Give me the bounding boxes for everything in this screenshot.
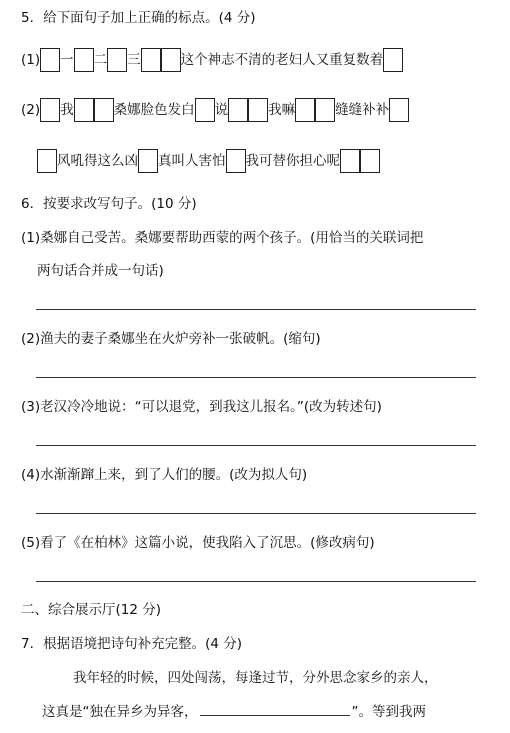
answer-box[interactable] (226, 149, 246, 173)
answer-box[interactable] (389, 98, 409, 122)
sentence-segment: 缝缝补补 (335, 102, 390, 118)
answer-line[interactable] (36, 581, 476, 582)
sentence-segment: 三 (127, 52, 141, 68)
answer-line[interactable] (36, 513, 476, 514)
answer-box[interactable] (40, 98, 60, 122)
sentence-segment: 真叫人害怕 (158, 153, 226, 169)
q5-line-1 (21, 48, 403, 72)
sentence-segment: 一 (60, 52, 74, 68)
q6-title: 6．按要求改写句子。(10 分) (21, 196, 197, 212)
answer-box[interactable] (74, 48, 94, 72)
paragraph-segment: ”。等到我两 (351, 704, 426, 720)
answer-box[interactable] (141, 48, 161, 72)
answer-box[interactable] (94, 98, 114, 122)
q6-item-4: (4)水渐渐蹿上来，到了人们的腰。(改为拟人句) (21, 467, 308, 483)
sentence-segment: 我可替你担心呢 (245, 153, 340, 169)
q5-line-3 (37, 149, 380, 173)
answer-box[interactable] (107, 48, 127, 72)
q6-item-1-continued: 两句话合并成一句话) (37, 263, 164, 279)
answer-box[interactable] (40, 48, 60, 72)
q6-item-3: (3)老汉冷冷地说：“可以退党，到我这儿报名。”(改为转述句) (21, 399, 382, 415)
section-2-title: 二、综合展示厅(12 分) (21, 602, 162, 618)
item-number: (1) (21, 52, 41, 68)
answer-box[interactable] (195, 98, 215, 122)
q5-line-2 (21, 98, 409, 122)
paragraph-segment: 这真是“独在异乡为异客， (42, 704, 198, 720)
sentence-segment: 二 (93, 52, 108, 68)
answer-box[interactable] (138, 149, 158, 173)
q6-item-2: (2)渔夫的妻子桑娜坐在火炉旁补一张破帆。(缩句) (21, 331, 321, 347)
q7-paragraph-line-2 (42, 700, 426, 724)
sentence-segment: 风吼得这么凶 (57, 153, 138, 169)
sentence-segment: 说 (214, 102, 229, 118)
sentence-segment: 我嘛 (268, 102, 296, 118)
answer-blank[interactable] (200, 701, 350, 716)
answer-box[interactable] (340, 149, 360, 173)
answer-box[interactable] (228, 98, 248, 122)
answer-box[interactable] (295, 98, 315, 122)
q6-item-5: (5)看了《在柏林》这篇小说，使我陷入了沉思。(修改病句) (21, 535, 375, 551)
answer-box[interactable] (383, 48, 403, 72)
answer-box[interactable] (248, 98, 268, 122)
answer-box[interactable] (37, 149, 57, 173)
sentence-segment: 桑娜脸色发白 (113, 102, 195, 118)
answer-box[interactable] (360, 149, 380, 173)
item-number: (2) (21, 102, 41, 118)
q5-title: 5．给下面句子加上正确的标点。(4 分) (21, 10, 256, 26)
q7-paragraph-line-1: 我年轻的时候，四处闯荡，每逢过节，分外思念家乡的亲人， (73, 670, 438, 686)
answer-line[interactable] (36, 445, 476, 446)
answer-box[interactable] (315, 98, 335, 122)
sentence-segment: 这个神志不清的老妇人又重复数着 (180, 52, 384, 68)
sentence-segment: 我 (60, 102, 74, 118)
q6-item-1: (1)桑娜自己受苦。桑娜要帮助西蒙的两个孩子。(用恰当的关联词把 (21, 230, 424, 246)
answer-line[interactable] (36, 377, 476, 378)
answer-line[interactable] (36, 309, 476, 310)
answer-box[interactable] (161, 48, 181, 72)
q7-title: 7．根据语境把诗句补充完整。(4 分) (21, 636, 243, 652)
answer-box[interactable] (74, 98, 94, 122)
